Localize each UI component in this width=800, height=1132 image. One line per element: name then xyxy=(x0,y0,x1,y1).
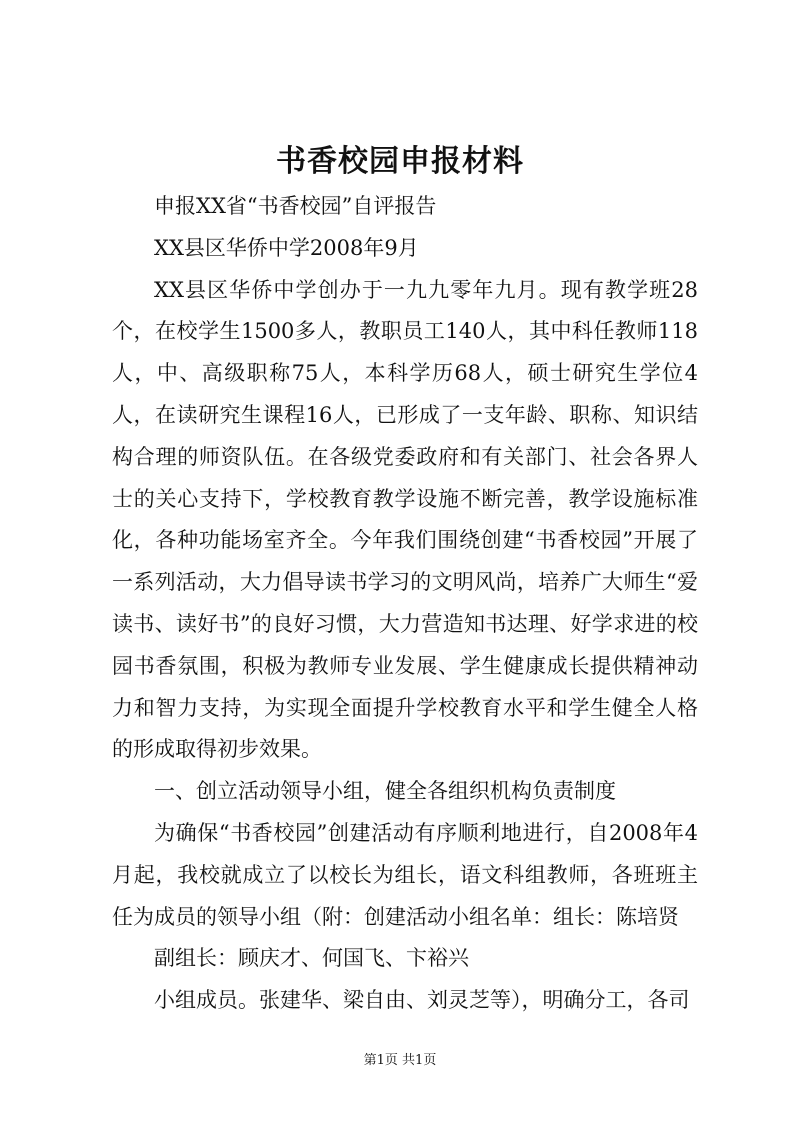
paragraph-report-heading: 申报XX省“书香校园”自评报告 xyxy=(154,194,437,218)
paragraph-leadership-group: 为确保“书香校园”创建活动有序顺利地进行，自2008年4月起，我校就成立了以校长为组长，语文科组教师，各班班主任为成员的领导小组（附：创建活动小组名单：组长：陈培贤 xyxy=(112,820,698,929)
paragraph-deputy-leaders: 副组长：顾庆才、何国飞、卞裕兴 xyxy=(154,946,469,971)
document-body xyxy=(112,186,698,1022)
paragraph-school-date: XX县区华侨中学2008年9月 xyxy=(154,235,419,260)
paragraph-group-members: 小组成员。张建华、梁自由、刘灵芝等），明确分工，各司 xyxy=(154,988,690,1013)
paragraph-section-heading-1: 一、创立活动领导小组，健全各组织机构负责制度 xyxy=(154,779,616,804)
page-footer: 第1页 共1页 xyxy=(363,1053,437,1068)
document-title: 书香校园申报材料 xyxy=(276,144,524,179)
paragraph-school-intro: XX县区华侨中学创办于一九九零年九月。现有教学班28个，在校学生1500多人，教职员工140人，其中科任教师118人，中、高级职称75人，本科学历68人，硕士研究生学位4人，在读研究生课程16人，已形成了一支年龄、职称、知识结构合理的师资队伍。在各级党委政府和有关部门、社会各界人士的关心支持下，学校教育教学设施不断完善，教学设施标准化，各种功能场室齐全。今年我们围绕创建“书香校园”开展了一系列活动，大力倡导读书学习的文明风尚，培养广大师生“爱读书、读好书”的良好习惯，大力营造知书达理、好学求进的校园书香氛围，积极为教师专业发展、学生健康成长提供精神动力和智力支持，为实现全面提升学校教育水平和学生健全人格的形成取得初步效果。 xyxy=(112,277,698,762)
